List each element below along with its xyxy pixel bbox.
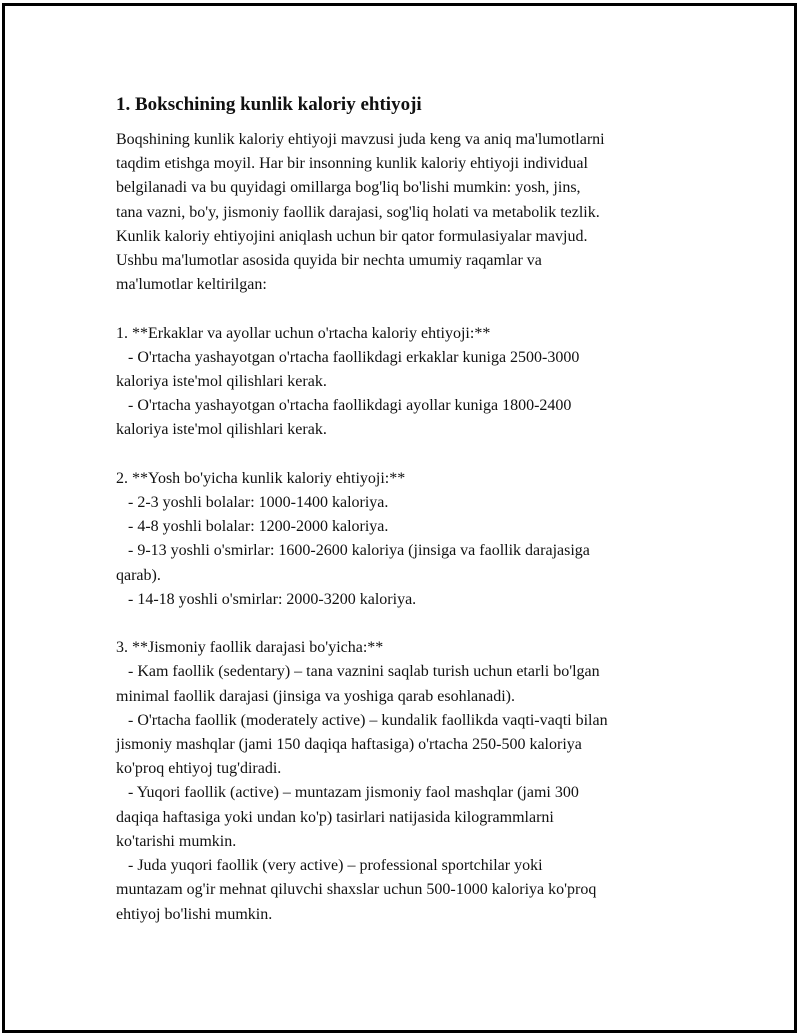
section-activity-levels: 3. **Jismoniy faollik darajasi bo'yicha:** - Kam faollik (sedentary) – tana vaznini saqlab turish uchun etarli bo'lgan minimal faollik darajasi (jinsiga va yoshiga qarab esohlanadi). - O'rtacha faollik (moderately active) – kundalik faollikda vaqti-vaqti bilan jismoniy mashqlar (jami 150 daqiqa haftasiga) o'rtacha 250-500 kaloriya ko'proq ehtiyoj tug'diradi. - Yuqori faollik (active) – muntazam jismoniy faol mashqlar (jami 300 daqiqa haftasiga yoki undan ko'p) tasirlari natijasida kilogrammlarni ko'tarishi mumkin. - Juda yuqori faollik (very active) – professional sportchilar yoki muntazam og'ir mehnat qiluvchi shaxslar uchun 500-1000 kaloriya ko'proq ehtiyoj bo'lishi mumkin.: [116, 639, 608, 923]
section-age-calories: 2. **Yosh bo'yicha kunlik kaloriy ehtiyoji:** - 2-3 yoshli bolalar: 1000-1400 kaloriya. - 4-8 yoshli bolalar: 1200-2000 kaloriya. - 9-13 yoshli o'smirlar: 1600-2600 kaloriya (jinsiga va faollik darajasiga qarab). - 14-18 yoshli o'smirlar: 2000-3200 kaloriya.: [116, 469, 590, 608]
document-body: [116, 92, 706, 927]
spacer-line: [116, 443, 706, 467]
intro-paragraph: Boqshining kunlik kaloriy ehtiyoji mavzusi juda keng va aniq ma'lumotlarni taqdim etishga moyil. Har bir insonning kunlik kaloriy ehtiyoji individual belgilanadi va bu quyidagi omillarga bog'liq bo'lishi mumkin: yosh, jins, tana vazni, bo'y, jismoniy faollik darajasi, sog'liq holati va metabolik tezlik. Kunlik kaloriy ehtiyojini aniqlash uchun bir qator formulasiyalar mavjud. Ushbu ma'lumotlar asosida quyida bir nechta umumiy raqamlar va ma'lumotlar keltirilgan:: [116, 131, 605, 294]
spacer-line: [116, 297, 706, 321]
section-gender-calories: 1. **Erkaklar va ayollar uchun o'rtacha kaloriy ehtiyoji:** - O'rtacha yashayotgan o'rtacha faollikdagi erkaklar kuniga 2500-3000 kaloriya iste'mol qilishlari kerak. - O'rtacha yashayotgan o'rtacha faollikdagi ayollar kuniga 1800-2400 kaloriya iste'mol qilishlari kerak.: [116, 324, 580, 439]
spacer-line: [116, 612, 706, 636]
document-title: 1. Bokschining kunlik kaloriy ehtiyoji: [116, 94, 422, 115]
